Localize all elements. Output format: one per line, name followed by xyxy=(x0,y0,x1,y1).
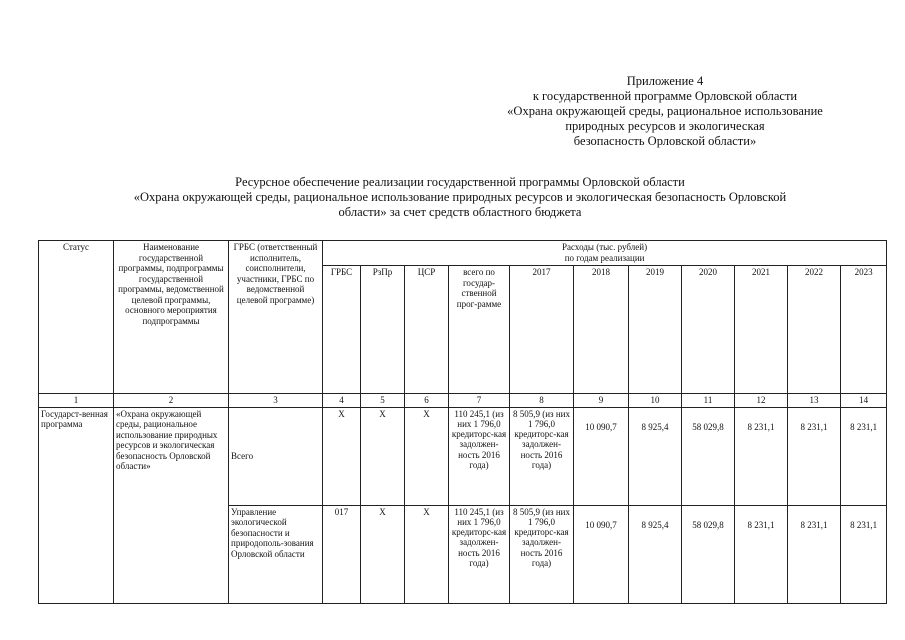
header-grbs-long: ГРБС (ответственный исполнитель, соисполнители, участники, ГРБС по ведомственной целевой программе) xyxy=(229,241,323,394)
total-cell: 110 245,1 (из них 1 796,0 кредиторс-кая задолжен-ность 2016 года) xyxy=(449,505,510,603)
resource-table xyxy=(38,240,887,604)
year-2023-cell: 8 231,1 xyxy=(841,407,887,505)
csr-cell: Х xyxy=(405,407,449,505)
year-2018-cell: 10 090,7 xyxy=(574,505,629,603)
header-expenses-sub: по годам реализации xyxy=(564,252,645,263)
appendix-line-2: к государственной программе Орловской области xyxy=(532,89,798,103)
title-line-3: области» за счет средств областного бюджета xyxy=(338,205,582,219)
header-expenses xyxy=(323,241,887,266)
appendix-line-5: безопасность Орловской области» xyxy=(573,134,757,148)
status-cell: Государст-венная программа xyxy=(39,407,114,603)
grbs-text-cell: Всего xyxy=(229,407,323,505)
column-number: 7 xyxy=(449,394,510,408)
appendix-line-1: Приложение 4 xyxy=(626,74,704,88)
column-number: 11 xyxy=(682,394,735,408)
column-number: 6 xyxy=(405,394,449,408)
year-2021-cell: 8 231,1 xyxy=(735,505,788,603)
year-2018-cell: 10 090,7 xyxy=(574,407,629,505)
year-2022-cell: 8 231,1 xyxy=(788,505,841,603)
year-2019-cell: 8 925,4 xyxy=(629,505,682,603)
column-number: 1 xyxy=(39,394,114,408)
grbs-code-cell: 017 xyxy=(323,505,361,603)
header-name: Наименование государственной программы, подпрограммы государственной программы, ведомственной целевой программы, основного мероприятия подпрограммы xyxy=(114,241,229,394)
title-line-2: «Охрана окружающей среды, рациональное использование природных ресурсов и экологическая безопасность Орловской xyxy=(133,190,787,204)
rzpr-cell: Х xyxy=(361,407,405,505)
year-2023-cell: 8 231,1 xyxy=(841,505,887,603)
column-number-row xyxy=(39,394,887,408)
year-2017-cell: 8 505,9 (из них 1 796,0 кредиторс-кая задолжен-ность 2016 года) xyxy=(510,505,574,603)
header-year-2017: 2017 xyxy=(510,266,574,394)
appendix-line-4: природных ресурсов и экологическая xyxy=(565,119,765,133)
rzpr-cell: Х xyxy=(361,505,405,603)
grbs-text-cell: Управление экологической безопасности и природополь-зования Орловской области xyxy=(229,505,323,603)
header-grbs: ГРБС xyxy=(323,266,361,394)
column-number: 14 xyxy=(841,394,887,408)
column-number: 8 xyxy=(510,394,574,408)
header-year-2022: 2022 xyxy=(788,266,841,394)
header-year-2021: 2021 xyxy=(735,266,788,394)
column-number: 2 xyxy=(114,394,229,408)
csr-cell: Х xyxy=(405,505,449,603)
year-2022-cell: 8 231,1 xyxy=(788,407,841,505)
grbs-code-cell: Х xyxy=(323,407,361,505)
year-2020-cell: 58 029,8 xyxy=(682,505,735,603)
header-expenses-title: Расходы (тыс. рублей) xyxy=(562,242,648,252)
header-year-2019: 2019 xyxy=(629,266,682,394)
appendix-line-3: «Охрана окружающей среды, рациональное использование xyxy=(507,104,823,118)
header-csr: ЦСР xyxy=(405,266,449,394)
total-cell: 110 245,1 (из них 1 796,0 кредиторс-кая задолжен-ность 2016 года) xyxy=(449,407,510,505)
column-number: 5 xyxy=(361,394,405,408)
header-rzpr: РзПр xyxy=(361,266,405,394)
year-2019-cell: 8 925,4 xyxy=(629,407,682,505)
program-name-cell: «Охрана окружающей среды, рациональное использование природных ресурсов и экологическая безопасность Орловской области» xyxy=(114,407,229,603)
appendix-header xyxy=(470,74,860,149)
header-year-2020: 2020 xyxy=(682,266,735,394)
table-row xyxy=(39,407,887,505)
column-number: 4 xyxy=(323,394,361,408)
column-number: 10 xyxy=(629,394,682,408)
year-2017-cell: 8 505,9 (из них 1 796,0 кредиторс-кая задолжен-ность 2016 года) xyxy=(510,407,574,505)
header-total: всего по государ-ственной прог-рамме xyxy=(449,266,510,394)
title-line-1: Ресурсное обеспечение реализации государственной программы Орловской области xyxy=(235,175,685,189)
column-number: 13 xyxy=(788,394,841,408)
column-number: 3 xyxy=(229,394,323,408)
header-year-2018: 2018 xyxy=(574,266,629,394)
document-title xyxy=(60,175,860,220)
header-status: Статус xyxy=(39,241,114,394)
header-year-2023: 2023 xyxy=(841,266,887,394)
column-number: 9 xyxy=(574,394,629,408)
column-number: 12 xyxy=(735,394,788,408)
year-2021-cell: 8 231,1 xyxy=(735,407,788,505)
year-2020-cell: 58 029,8 xyxy=(682,407,735,505)
